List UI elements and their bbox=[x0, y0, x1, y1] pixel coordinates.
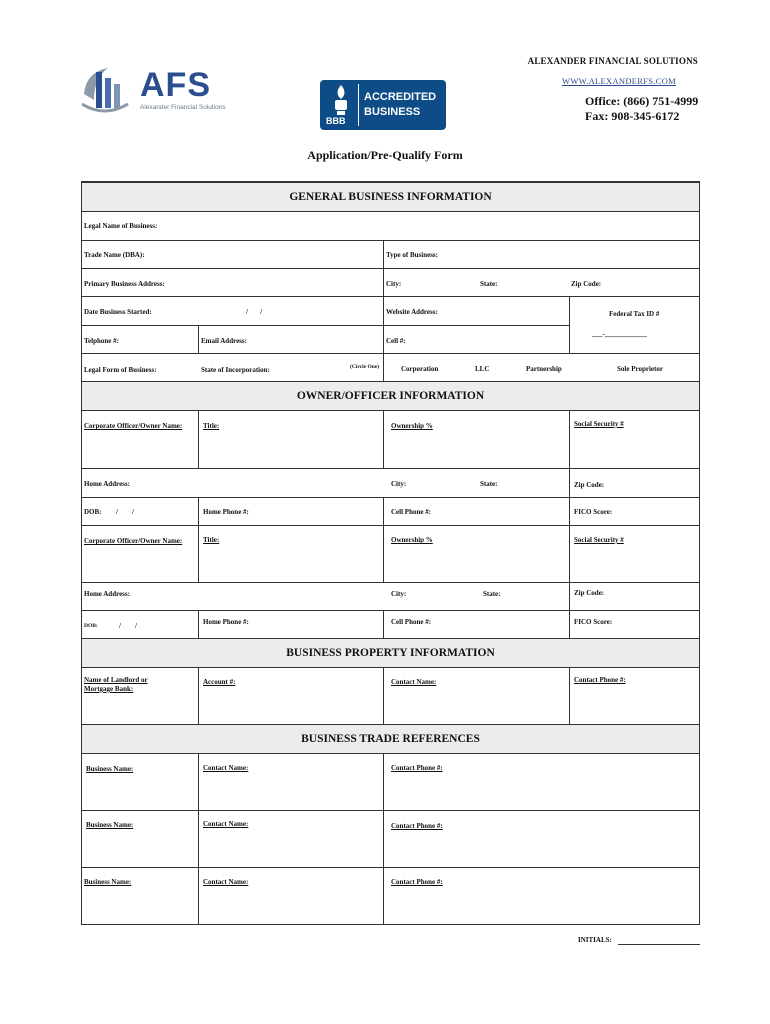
form-title: Application/Pre-Qualify Form bbox=[307, 148, 463, 162]
section-general-business: GENERAL BUSINESS INFORMATION bbox=[82, 182, 699, 212]
landlord-label-line1[interactable]: Name of Landlord or bbox=[84, 676, 148, 684]
trade-ref3-contact-label[interactable]: Contact Name: bbox=[203, 878, 249, 886]
state-label[interactable]: State: bbox=[480, 280, 498, 288]
office-phone: Office: (866) 751-4999 bbox=[585, 94, 699, 108]
trade-name-label[interactable]: Trade Name (DBA): bbox=[84, 251, 145, 259]
website-link[interactable]: WWW.ALEXANDERFS.COM bbox=[562, 76, 676, 86]
option-partnership[interactable]: Partnership bbox=[526, 365, 562, 373]
option-llc[interactable]: LLC bbox=[475, 365, 490, 373]
officer2-city-label[interactable]: City: bbox=[391, 590, 407, 598]
company-name: ALEXANDER FINANCIAL SOLUTIONS bbox=[527, 56, 698, 66]
option-sole-proprietor[interactable]: Sole Proprietor bbox=[617, 365, 663, 373]
officer1-home-phone-label[interactable]: Home Phone #: bbox=[203, 508, 249, 516]
state-of-incorporation-label[interactable]: State of Incorporation: bbox=[201, 366, 270, 374]
trade-ref2-phone-label[interactable]: Contact Phone #: bbox=[391, 822, 443, 830]
account-label[interactable]: Account #: bbox=[203, 678, 236, 686]
trade-ref1-contact-label[interactable]: Contact Name: bbox=[203, 764, 249, 772]
initials-field[interactable] bbox=[618, 944, 700, 945]
legal-name-label[interactable]: Legal Name of Business: bbox=[84, 222, 158, 230]
telephone-label[interactable]: Telphone #: bbox=[84, 337, 119, 345]
officer1-state-label[interactable]: State: bbox=[480, 480, 498, 488]
officer1-ssn-label[interactable]: Social Security # bbox=[574, 420, 624, 428]
officer2-ownership-label[interactable]: Ownership % bbox=[391, 536, 433, 544]
officer1-name-label[interactable]: Corporate Officer/Owner Name: bbox=[84, 422, 183, 430]
primary-address-label[interactable]: Primary Business Address: bbox=[84, 280, 165, 288]
city-label[interactable]: City: bbox=[386, 280, 402, 288]
zip-label[interactable]: Zip Code: bbox=[571, 280, 602, 288]
property-contact-name-label[interactable]: Contact Name: bbox=[391, 678, 437, 686]
officer2-home-address-label[interactable]: Home Address: bbox=[84, 590, 130, 598]
bbb-accredited-badge bbox=[320, 80, 446, 130]
officer2-home-phone-label[interactable]: Home Phone #: bbox=[203, 618, 249, 626]
officer1-dob-label[interactable]: DOB: bbox=[84, 508, 102, 516]
date-started-label[interactable]: Date Business Started: bbox=[84, 308, 152, 316]
officer1-cell-phone-label[interactable]: Cell Phone #: bbox=[391, 508, 432, 516]
officer1-zip-label[interactable]: Zip Code: bbox=[574, 481, 605, 489]
bbb-accredited-text: ACCREDITED bbox=[364, 91, 437, 103]
date-started-slashes: / / bbox=[246, 308, 263, 316]
option-corporation[interactable]: Corporation bbox=[401, 365, 439, 373]
officer2-name-label[interactable]: Corporate Officer/Owner Name: bbox=[84, 537, 183, 545]
officer1-home-address-label[interactable]: Home Address: bbox=[84, 480, 130, 488]
afs-logo bbox=[78, 64, 228, 118]
federal-tax-id-blank[interactable]: ___-____________ bbox=[592, 330, 647, 338]
trade-ref2-contact-label[interactable]: Contact Name: bbox=[203, 820, 249, 828]
officer2-cell-phone-label[interactable]: Cell Phone #: bbox=[391, 618, 432, 626]
type-of-business-label[interactable]: Type of Business: bbox=[386, 251, 438, 259]
legal-form-label[interactable]: Legal Form of Business: bbox=[84, 366, 157, 374]
cell-label[interactable]: Cell #: bbox=[386, 337, 406, 345]
trade-ref2-business-label[interactable]: Business Name: bbox=[86, 821, 134, 829]
officer2-title-label[interactable]: Title: bbox=[203, 536, 220, 544]
section-trade-references: BUSINESS TRADE REFERENCES bbox=[82, 724, 699, 754]
form-frame bbox=[81, 181, 700, 925]
officer1-ownership-label[interactable]: Ownership % bbox=[391, 422, 433, 430]
afs-logo-text: AFS bbox=[140, 66, 211, 104]
trade-ref3-business-label[interactable]: Business Name: bbox=[84, 878, 132, 886]
officer2-ssn-label[interactable]: Social Security # bbox=[574, 536, 624, 544]
officer1-city-label[interactable]: City: bbox=[391, 480, 407, 488]
officer1-dob-slashes: / / bbox=[116, 508, 134, 516]
officer2-dob-slashes: / / bbox=[119, 622, 137, 630]
afs-logo-subtext: Alexander Financial Solutions bbox=[140, 104, 226, 111]
website-address-label[interactable]: Website Address: bbox=[386, 308, 438, 316]
email-address-label[interactable]: Email Address: bbox=[201, 337, 247, 345]
federal-tax-id-label[interactable]: Federal Tax ID # bbox=[609, 310, 660, 318]
officer2-dob-label[interactable]: DOB: bbox=[84, 623, 98, 629]
officer1-fico-label[interactable]: FICO Score: bbox=[574, 508, 613, 516]
property-contact-phone-label[interactable]: Contact Phone #: bbox=[574, 676, 626, 684]
trade-ref1-business-label[interactable]: Business Name: bbox=[86, 765, 134, 773]
officer2-zip-label[interactable]: Zip Code: bbox=[574, 589, 605, 597]
bbb-mark: BBB bbox=[326, 116, 346, 126]
trade-ref3-phone-label[interactable]: Contact Phone #: bbox=[391, 878, 443, 886]
trade-ref1-phone-label[interactable]: Contact Phone #: bbox=[391, 764, 443, 772]
initials-label: INITIALS: bbox=[578, 936, 612, 944]
officer1-title-label[interactable]: Title: bbox=[203, 422, 220, 430]
landlord-label-line2[interactable]: Mortgage Bank: bbox=[84, 685, 134, 693]
circle-one-note: (Circle One) bbox=[350, 364, 380, 370]
bbb-business-text: BUSINESS bbox=[364, 106, 421, 118]
officer2-state-label[interactable]: State: bbox=[483, 590, 501, 598]
section-business-property: BUSINESS PROPERTY INFORMATION bbox=[82, 638, 699, 668]
fax-number: Fax: 908-345-6172 bbox=[585, 109, 680, 123]
section-owner-officer: OWNER/OFFICER INFORMATION bbox=[82, 381, 699, 411]
officer2-fico-label[interactable]: FICO Score: bbox=[574, 618, 613, 626]
